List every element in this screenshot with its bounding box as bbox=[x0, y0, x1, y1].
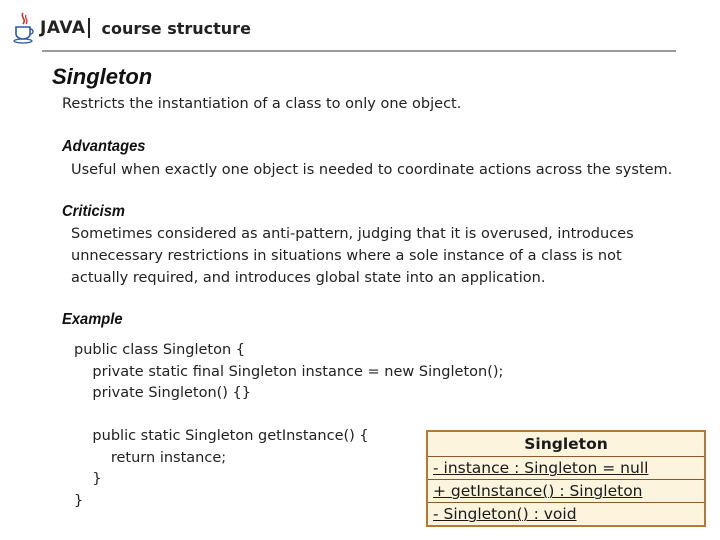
criticism-line: Sometimes considered as anti-pattern, judging that it is overused, introduces bbox=[71, 226, 634, 242]
uml-attribute: - instance : Singleton = null bbox=[428, 457, 704, 480]
uml-method: + getInstance() : Singleton bbox=[428, 480, 704, 503]
code-line: return instance; bbox=[74, 449, 227, 466]
uml-class-name: Singleton bbox=[428, 432, 704, 457]
uml-method: - Singleton() : void bbox=[433, 505, 577, 523]
code-line: } bbox=[74, 492, 84, 509]
advantages-heading: Advantages bbox=[62, 138, 146, 155]
course-label: course structure bbox=[101, 18, 251, 38]
uml-class-diagram bbox=[426, 430, 706, 527]
code-line: public class Singleton { bbox=[74, 342, 245, 358]
advantages-text: Useful when exactly one object is needed to coordinate actions across the system. bbox=[71, 162, 673, 178]
page-title: Singleton bbox=[52, 64, 153, 89]
criticism-line: actually required, and introduces global state into an application. bbox=[71, 270, 546, 286]
criticism-line: unnecessary restrictions in situations where a sole instance of a class is not bbox=[71, 248, 622, 264]
header bbox=[12, 10, 251, 46]
header-separator bbox=[88, 18, 90, 38]
code-line: private static final Singleton instance = new Singleton(); bbox=[74, 363, 504, 380]
code-line: public static Singleton getInstance() { bbox=[74, 428, 369, 444]
intro-text: Restricts the instantiation of a class to only one object. bbox=[62, 96, 462, 112]
criticism-heading: Criticism bbox=[62, 203, 125, 220]
code-line bbox=[74, 405, 503, 427]
criticism-text bbox=[71, 223, 634, 289]
code-line: private Singleton() {} bbox=[74, 385, 252, 401]
code-line: } bbox=[74, 471, 102, 487]
header-divider bbox=[42, 50, 676, 52]
java-cup-icon bbox=[12, 11, 36, 45]
brand-label: JAVA bbox=[40, 18, 86, 38]
example-heading: Example bbox=[62, 311, 123, 328]
